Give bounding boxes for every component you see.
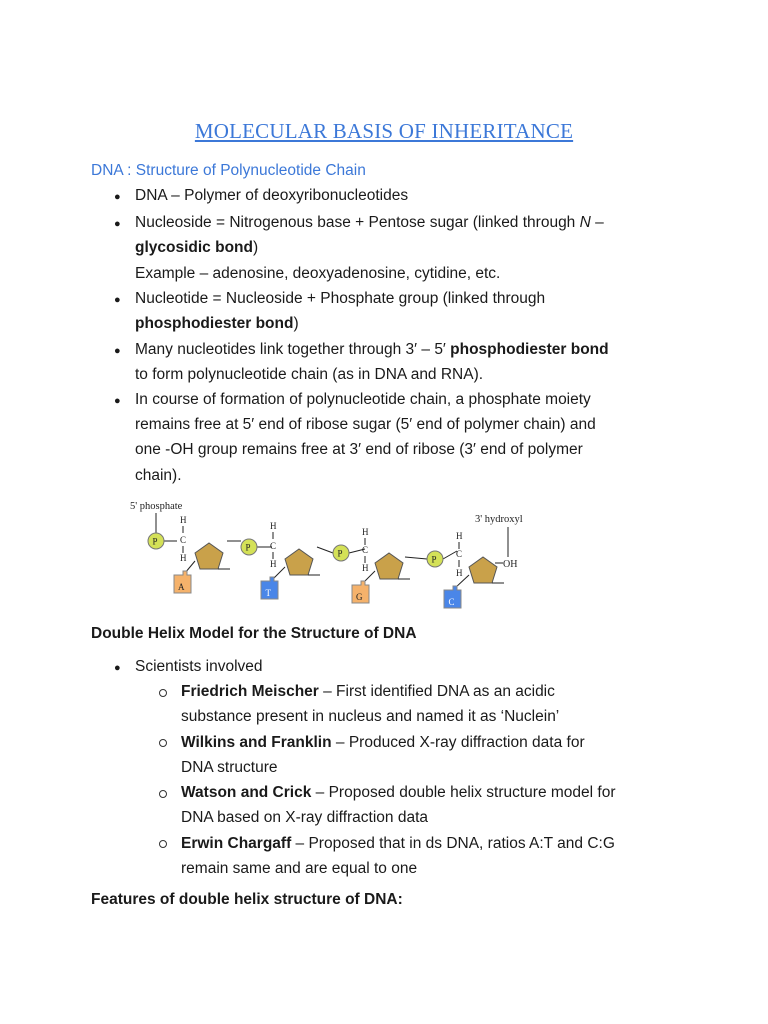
- base-a: [174, 571, 191, 593]
- svg-text:H: H: [270, 559, 277, 569]
- sugar-pentagon: [375, 553, 403, 579]
- svg-text:P: P: [245, 542, 251, 553]
- svg-text:A: A: [178, 582, 185, 592]
- svg-text:G: G: [356, 592, 363, 602]
- bullet-icon: ●: [114, 395, 121, 407]
- base-c: [444, 586, 461, 608]
- svg-text:C: C: [270, 541, 277, 551]
- list-item: Nucleotide = Nucleoside + Phosphate group (linked through: [135, 290, 546, 307]
- list-item-continuation: to form polynucleotide chain (as in DNA and RNA).: [135, 366, 484, 383]
- list-item-continuation: remain same and are equal to one: [181, 860, 418, 877]
- bullet-icon: ●: [114, 218, 121, 230]
- section-heading-features: Features of double helix structure of DNA:: [91, 891, 403, 908]
- svg-text:C: C: [456, 549, 463, 559]
- bullet-icon: ●: [114, 294, 121, 306]
- svg-text:H: H: [456, 531, 463, 541]
- list-item: In course of formation of polynucleotide chain, a phosphate moiety: [135, 391, 591, 408]
- bullet-icon: ●: [114, 662, 121, 674]
- svg-text:C: C: [448, 597, 455, 607]
- ch2-group: [362, 527, 369, 573]
- list-item-continuation: phosphodiester bond): [135, 315, 299, 332]
- svg-text:H: H: [456, 568, 463, 578]
- sub-bullet-icon: [159, 840, 167, 848]
- ch2-group: [180, 515, 187, 563]
- list-item-continuation: chain).: [135, 467, 182, 484]
- sugar-pentagon: [469, 557, 497, 583]
- polynucleotide-chain-figure: [125, 495, 545, 610]
- list-item: Watson and Crick – Proposed double helix structure model for: [181, 784, 616, 801]
- list-item-continuation: Example – adenosine, deoxyadenosine, cytidine, etc.: [135, 265, 501, 282]
- base-t: [261, 577, 278, 599]
- base-g: [352, 581, 369, 603]
- svg-text:P: P: [152, 536, 158, 547]
- section-heading-double-helix: Double Helix Model for the Structure of DNA: [91, 625, 417, 642]
- ch2-group: [270, 521, 277, 569]
- list-item: Wilkins and Franklin – Produced X-ray diffraction data for: [181, 734, 585, 751]
- svg-text:H: H: [362, 563, 369, 573]
- list-item-continuation: substance present in nucleus and named it as ‘Nuclein’: [181, 708, 560, 725]
- svg-text:P: P: [431, 554, 437, 565]
- svg-text:C: C: [362, 545, 369, 555]
- list-item: DNA – Polymer of deoxyribonucleotides: [135, 187, 409, 204]
- list-item: Friedrich Meischer – First identified DNA as an acidic: [181, 683, 555, 700]
- svg-text:H: H: [180, 553, 187, 563]
- list-item-continuation: DNA based on X-ray diffraction data: [181, 809, 428, 826]
- svg-text:H: H: [362, 527, 369, 537]
- list-item: Nucleoside = Nitrogenous base + Pentose sugar (linked through N –: [135, 214, 604, 231]
- svg-text:H: H: [180, 515, 187, 525]
- section-heading-polynucleotide: DNA : Structure of Polynucleotide Chain: [91, 162, 366, 179]
- label-5-phosphate: 5' phosphate: [130, 501, 183, 512]
- list-item-continuation: remains free at 5′ end of ribose sugar (5′ end of polymer chain) and: [135, 416, 596, 433]
- list-item-continuation: one -OH group remains free at 3′ end of ribose (3′ end of polymer: [135, 441, 583, 458]
- bullet-icon: ●: [114, 191, 121, 203]
- svg-text:C: C: [180, 535, 187, 545]
- list-item-continuation: glycosidic bond): [135, 239, 259, 256]
- svg-text:H: H: [270, 521, 277, 531]
- list-item: Many nucleotides link together through 3′ – 5′ phosphodiester bond: [135, 341, 609, 358]
- oh-label: OH: [503, 559, 518, 570]
- list-item: Scientists involved: [135, 658, 263, 675]
- bullet-icon: ●: [114, 345, 121, 357]
- list-item-continuation: DNA structure: [181, 759, 278, 776]
- sugar-pentagon: [195, 543, 223, 569]
- svg-text:T: T: [265, 588, 271, 598]
- label-3-hydroxyl: 3' hydroxyl: [475, 514, 523, 525]
- svg-text:P: P: [337, 548, 343, 559]
- sub-bullet-icon: [159, 689, 167, 697]
- page-title: MOLECULAR BASIS OF INHERITANCE: [194, 119, 574, 143]
- list-item: Erwin Chargaff – Proposed that in ds DNA, ratios A:T and C:G: [181, 835, 615, 852]
- ch2-group: [456, 531, 463, 578]
- sub-bullet-icon: [159, 739, 167, 747]
- sub-bullet-icon: [159, 790, 167, 798]
- sugar-pentagon: [285, 549, 313, 575]
